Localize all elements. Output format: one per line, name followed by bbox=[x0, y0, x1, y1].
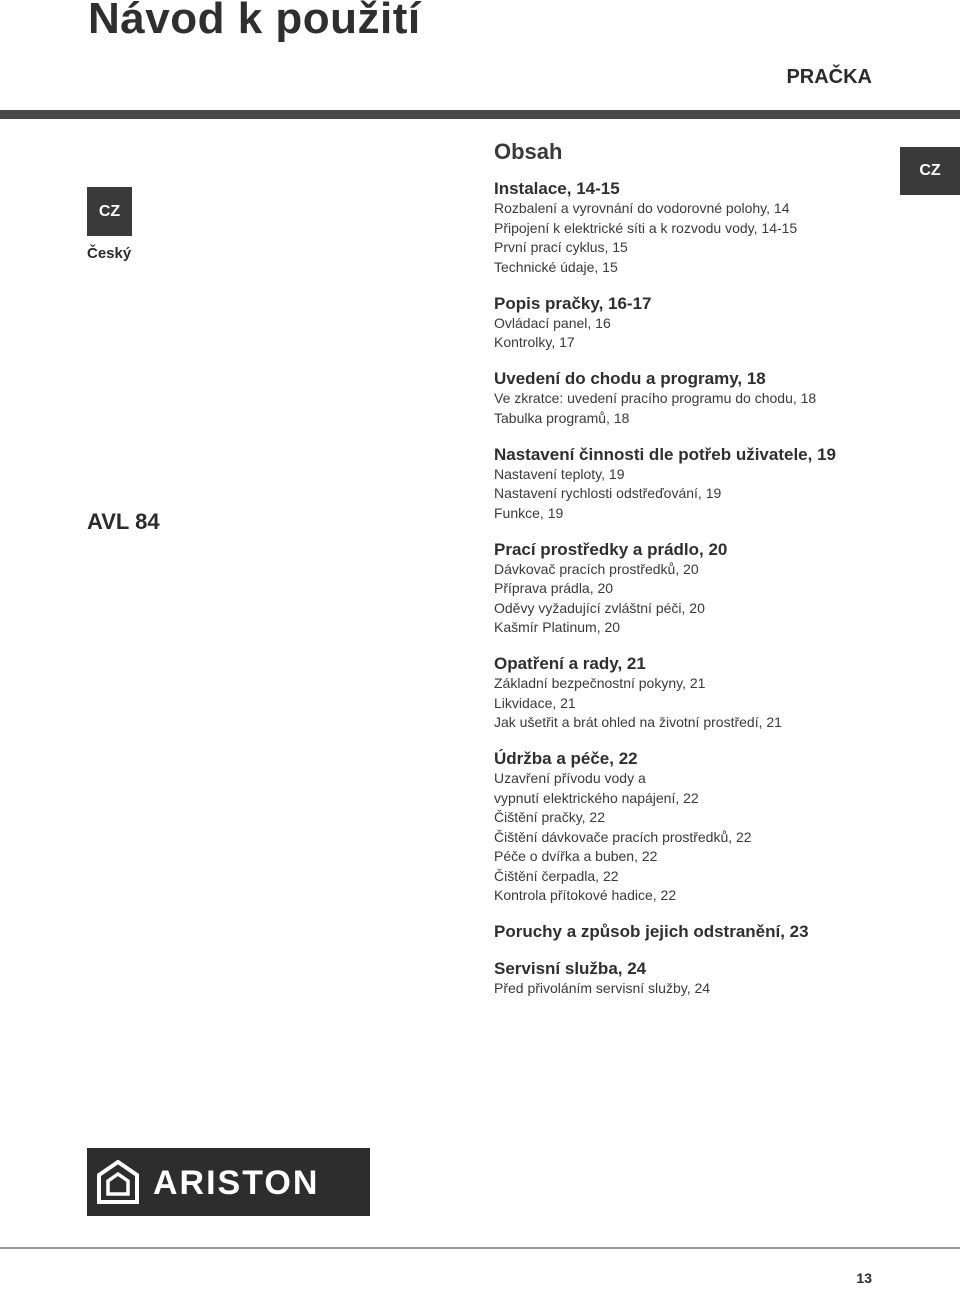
toc-section bbox=[494, 653, 914, 733]
language-badge: CZ bbox=[87, 187, 132, 236]
page-number: 13 bbox=[856, 1270, 872, 1286]
toc-item: Tabulka programů, 18 bbox=[494, 409, 630, 426]
toc-section-title: Servisní služba, 24 bbox=[494, 958, 647, 978]
toc-item: Příprava prádla, 20 bbox=[494, 580, 614, 596]
toc-item: Jak ušetřit a brát ohled na životní prostředí, 21 bbox=[494, 714, 782, 730]
toc-item: Čištění pračky, 22 bbox=[494, 809, 606, 825]
toc-section-title: Uvedení do chodu a programy, 18 bbox=[494, 369, 766, 388]
toc-item: Péče o dvířka a buben, 22 bbox=[494, 848, 658, 864]
toc-item: Nastavení teploty, 19 bbox=[494, 465, 625, 482]
toc-item: Kašmír Platinum, 20 bbox=[494, 619, 621, 635]
table-of-contents bbox=[494, 138, 914, 1014]
toc-item: Rozbalení a vyrovnání do vodorovné polohy, 14 bbox=[494, 200, 790, 216]
toc-item: Čištění čerpadla, 22 bbox=[494, 867, 619, 884]
toc-section bbox=[494, 368, 914, 428]
logo-text: ARISTON bbox=[153, 1164, 320, 1202]
toc-section-title: Instalace, 14-15 bbox=[494, 179, 620, 198]
toc-sections bbox=[494, 178, 914, 998]
toc-section bbox=[494, 748, 914, 906]
toc-item: Základní bezpečnostní pokyny, 21 bbox=[494, 675, 706, 691]
toc-section-title: Údržba a péče, 22 bbox=[494, 749, 638, 768]
language-name: Český bbox=[87, 245, 132, 262]
bottom-divider bbox=[0, 1247, 960, 1249]
toc-section bbox=[494, 293, 914, 353]
language-tab: CZ bbox=[900, 147, 960, 195]
toc-item: Funkce, 19 bbox=[494, 504, 564, 521]
toc-section bbox=[494, 921, 914, 942]
toc-item: Technické údaje, 15 bbox=[494, 258, 618, 275]
toc-item: vypnutí elektrického napájení, 22 bbox=[494, 789, 699, 806]
document-subtitle: PRAČKA bbox=[786, 66, 872, 88]
toc-item: První prací cyklus, 15 bbox=[494, 239, 628, 255]
toc-item: Dávkovač pracích prostředků, 20 bbox=[494, 560, 699, 577]
toc-section-title: Poruchy a způsob jejich odstranění, 23 bbox=[494, 922, 809, 941]
toc-section-title: Popis pračky, 16-17 bbox=[494, 293, 652, 313]
document-title: Návod k použití bbox=[88, 0, 421, 43]
toc-item: Před přivoláním servisní služby, 24 bbox=[494, 979, 711, 996]
toc-item: Ve zkratce: uvedení pracího programu do chodu, 18 bbox=[494, 390, 817, 406]
toc-section-title: Opatření a rady, 21 bbox=[494, 654, 646, 673]
toc-item: Uzavření přívodu vody a bbox=[494, 770, 646, 786]
toc-item: Kontrola přítokové hadice, 22 bbox=[494, 887, 677, 903]
toc-item: Nastavení rychlosti odstřeďování, 19 bbox=[494, 485, 722, 501]
toc-section bbox=[494, 178, 914, 277]
toc-item: Kontrolky, 17 bbox=[494, 334, 575, 350]
model-name: AVL 84 bbox=[87, 509, 160, 534]
toc-heading: Obsah bbox=[494, 139, 563, 164]
toc-section bbox=[494, 444, 914, 524]
toc-section-title: Prací prostředky a prádlo, 20 bbox=[494, 539, 728, 559]
toc-item: Ovládací panel, 16 bbox=[494, 314, 611, 331]
top-divider bbox=[0, 110, 960, 119]
house-icon bbox=[97, 1160, 139, 1204]
toc-item: Připojení k elektrické síti a k rozvodu vody, 14-15 bbox=[494, 219, 798, 236]
toc-section-title: Nastavení činnosti dle potřeb uživatele, 19 bbox=[494, 444, 836, 464]
toc-item: Likvidace, 21 bbox=[494, 694, 576, 711]
toc-item: Oděvy vyžadující zvláštní péči, 20 bbox=[494, 599, 705, 616]
toc-section bbox=[494, 539, 914, 638]
toc-item: Čištění dávkovače pracích prostředků, 22 bbox=[494, 828, 752, 845]
ariston-logo bbox=[87, 1148, 370, 1216]
toc-section bbox=[494, 958, 914, 999]
